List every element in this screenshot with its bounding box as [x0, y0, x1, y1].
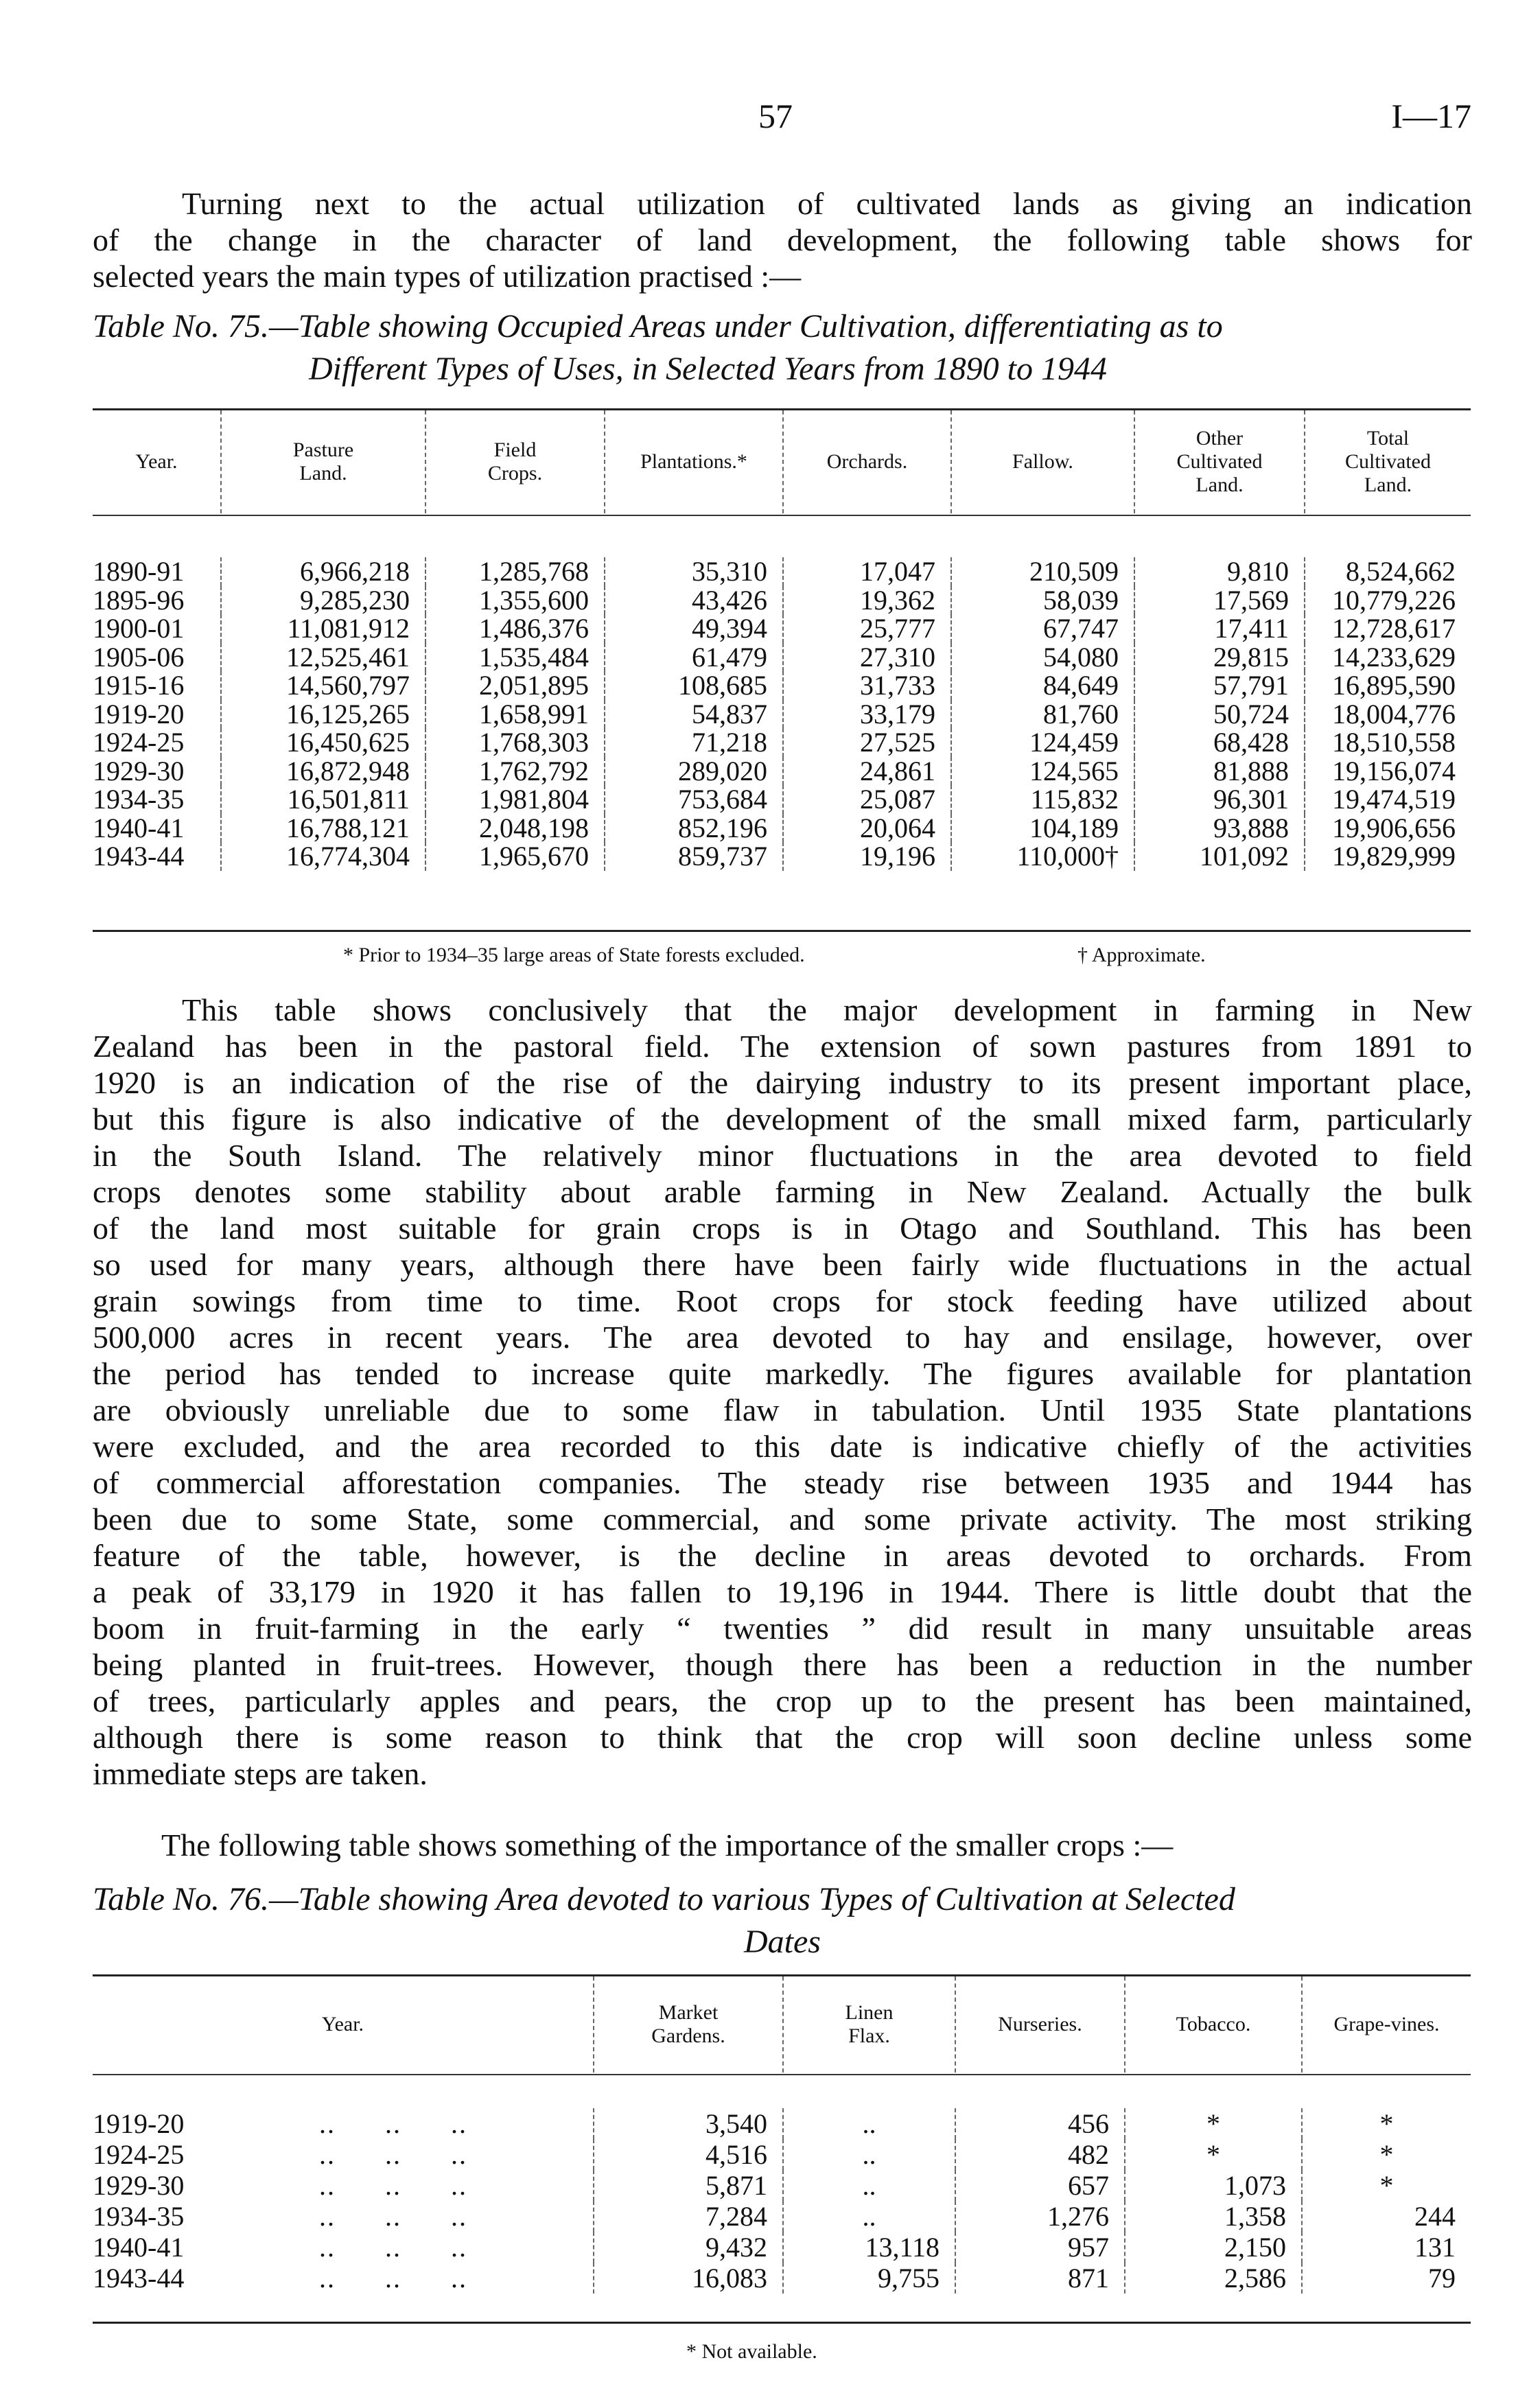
table-cell: 11,081,912	[220, 614, 425, 643]
body-line: of trees, particularly apples and pears, the crop up to the present has been maintained,	[93, 1683, 1472, 1718]
table-cell: 14,233,629	[1304, 643, 1471, 672]
body-line: of commercial afforestation companies. The steady rise between 1935 and 1944 has	[93, 1465, 1472, 1500]
leader-dots: .. .. ..	[319, 2232, 467, 2263]
table-cell: 2,051,895	[425, 671, 604, 700]
table-cell: 1,073	[1124, 2170, 1301, 2201]
row-year: 1905-06	[93, 641, 185, 673]
intro-line: selected years the main types of utilization practised :—	[93, 259, 802, 294]
caption-line: Dates	[744, 1924, 821, 1960]
column-header: Nurseries.	[955, 1976, 1124, 2073]
table-cell: 124,459	[950, 728, 1134, 757]
body-line: of the land most suitable for grain crops is in Otago and Southland. This has been	[93, 1211, 1472, 1246]
leader-dots: .. .. ..	[319, 2139, 467, 2170]
table-75-footnote: * Prior to 1934–35 large areas of State forests excluded.	[343, 944, 805, 966]
row-year: 1929-30	[93, 755, 185, 786]
table-76-footnote: * Not available.	[686, 2340, 817, 2363]
row-year	[93, 2201, 593, 2232]
table-cell: ..	[782, 2201, 955, 2232]
table-cell: 68,428	[1134, 728, 1304, 757]
body-line: but this figure is also indicative of the development of the small mixed farm, particularly	[93, 1101, 1472, 1136]
table-cell: 79	[1301, 2263, 1471, 2294]
body-line: although there is some reason to think that the crop will soon decline unless some	[93, 1720, 1472, 1755]
leader-dots: .. .. ..	[319, 2201, 467, 2232]
table-cell: 8,524,662	[1304, 557, 1471, 586]
table-cell: 16,501,811	[220, 785, 425, 814]
row-year-label: 1943-44	[93, 2263, 185, 2294]
table-cell: 16,083	[593, 2263, 782, 2294]
table-cell: 9,755	[782, 2263, 955, 2294]
table-cell: 17,411	[1134, 614, 1304, 643]
table-cell: 19,829,999	[1304, 842, 1471, 871]
row-year	[93, 2263, 593, 2294]
intro-line: of the change in the character of land development, the following table shows for	[93, 222, 1472, 257]
table-cell: 57,791	[1134, 671, 1304, 700]
table-cell: 1,486,376	[425, 614, 604, 643]
table-75-bottom-rule	[93, 930, 1471, 932]
table-cell: 96,301	[1134, 785, 1304, 814]
column-header: Linen Flax.	[782, 1976, 955, 2073]
table-cell: 1,285,768	[425, 557, 604, 586]
table-cell: 7,284	[593, 2201, 782, 2232]
column-header: Year.	[135, 450, 178, 473]
table-cell: 18,004,776	[1304, 700, 1471, 729]
table-cell: *	[1301, 2170, 1471, 2201]
table-cell: 12,525,461	[220, 643, 425, 672]
table-cell: 33,179	[782, 700, 950, 729]
page-reference: I—17	[1391, 97, 1471, 135]
table-cell: 859,737	[604, 842, 782, 871]
column-header: Other Cultivated Land.	[1134, 410, 1304, 513]
leader-dots: .. .. ..	[319, 2170, 467, 2201]
table-cell: 81,760	[950, 700, 1134, 729]
table-cell: 2,150	[1124, 2232, 1301, 2263]
table-cell: 9,432	[593, 2232, 782, 2263]
table-cell: 104,189	[950, 814, 1134, 843]
table-cell: 753,684	[604, 785, 782, 814]
table-cell: 49,394	[604, 614, 782, 643]
table-cell: 67,747	[950, 614, 1134, 643]
body-line: 500,000 acres in recent years. The area devoted to hay and ensilage, however, over	[93, 1320, 1472, 1355]
table-cell: 115,832	[950, 785, 1134, 814]
body-line: being planted in fruit-trees. However, though there has been a reduction in the number	[93, 1647, 1472, 1682]
body-line: grain sowings from time to time. Root crops for stock feeding have utilized about	[93, 1283, 1472, 1318]
body-line: This table shows conclusively that the major development in farming in New	[182, 992, 1472, 1027]
table-cell: 19,156,074	[1304, 757, 1471, 786]
table-cell: 101,092	[1134, 842, 1304, 871]
body-line: been due to some State, some commercial, and some private activity. The most striking	[93, 1502, 1472, 1537]
table-cell: 93,888	[1134, 814, 1304, 843]
table-cell: *	[1301, 2108, 1471, 2139]
table-cell: 29,815	[1134, 643, 1304, 672]
table-cell: ..	[782, 2139, 955, 2170]
row-year: 1934-35	[93, 784, 185, 815]
table-cell: 13,118	[782, 2232, 955, 2263]
table-cell: 19,362	[782, 586, 950, 615]
table-cell: *	[1124, 2108, 1301, 2139]
table-cell: 289,020	[604, 757, 782, 786]
row-year	[93, 2139, 593, 2170]
table-cell: 43,426	[604, 586, 782, 615]
table-cell: 27,525	[782, 728, 950, 757]
column-header: Tobacco.	[1124, 1976, 1301, 2073]
table-cell: 35,310	[604, 557, 782, 586]
lead-line: The following table shows something of the importance of the smaller crops :—	[161, 1828, 1174, 1863]
row-year: 1924-25	[93, 727, 185, 758]
body-line: crops denotes some stability about arable farming in New Zealand. Actually the bulk	[93, 1174, 1472, 1209]
table-cell: 16,872,948	[220, 757, 425, 786]
column-header: Total Cultivated Land.	[1304, 410, 1471, 513]
column-header: Market Gardens.	[593, 1976, 782, 2073]
table-cell: 1,355,600	[425, 586, 604, 615]
table-cell: 5,871	[593, 2170, 782, 2201]
page-number: 57	[758, 97, 793, 135]
row-year: 1895-96	[93, 584, 185, 616]
table-cell: 9,285,230	[220, 586, 425, 615]
table-cell: *	[1124, 2139, 1301, 2170]
body-line: Zealand has been in the pastoral field. The extension of sown pastures from 1891 to	[93, 1029, 1472, 1064]
row-year-label: 1924-25	[93, 2139, 185, 2170]
table-cell: 482	[955, 2139, 1124, 2170]
body-line: so used for many years, although there have been fairly wide fluctuations in the actual	[93, 1247, 1472, 1282]
table-cell: 31,733	[782, 671, 950, 700]
table-cell: 1,981,804	[425, 785, 604, 814]
table-cell: 54,837	[604, 700, 782, 729]
table-cell: 81,888	[1134, 757, 1304, 786]
table-cell: 1,965,670	[425, 842, 604, 871]
table-cell: 16,788,121	[220, 814, 425, 843]
table-cell: 2,048,198	[425, 814, 604, 843]
table-cell: 16,895,590	[1304, 671, 1471, 700]
table-cell: 16,450,625	[220, 728, 425, 757]
row-year: 1919-20	[93, 698, 185, 730]
table-cell: 244	[1301, 2201, 1471, 2232]
body-line: are obviously unreliable due to some flaw in tabulation. Until 1935 State plantations	[93, 1392, 1472, 1427]
column-header: Grape-vines.	[1301, 1976, 1471, 2073]
table-cell: 657	[955, 2170, 1124, 2201]
table-cell: 6,966,218	[220, 557, 425, 586]
body-line: the period has tended to increase quite markedly. The figures available for plantation	[93, 1356, 1472, 1391]
body-line: were excluded, and the area recorded to this date is indicative chiefly of the activities	[93, 1429, 1472, 1464]
table-cell: 19,196	[782, 842, 950, 871]
table-cell: 110,000†	[950, 842, 1134, 871]
table-76-bottom-rule	[93, 2322, 1471, 2324]
table-cell: 456	[955, 2108, 1124, 2139]
caption-line: Table No. 75.—Table showing Occupied Areas under Cultivation, differentiating as to	[93, 308, 1223, 345]
column-header: Field Crops.	[425, 410, 604, 513]
table-cell: 20,064	[782, 814, 950, 843]
table-75-caption	[93, 305, 1472, 390]
table-cell: 25,087	[782, 785, 950, 814]
table-cell: 54,080	[950, 643, 1134, 672]
row-year	[93, 2232, 593, 2263]
table-cell: 871	[955, 2263, 1124, 2294]
column-header: Fallow.	[950, 410, 1134, 513]
table-cell: 3,540	[593, 2108, 782, 2139]
body-line: boom in fruit-farming in the early “ twenties ” did result in many unsuitable areas	[93, 1611, 1472, 1646]
table-cell: 25,777	[782, 614, 950, 643]
table-cell: 1,358	[1124, 2201, 1301, 2232]
table-cell: 17,047	[782, 557, 950, 586]
caption-line: Different Types of Uses, in Selected Years from 1890 to 1944	[309, 351, 1108, 387]
table-cell: 1,762,792	[425, 757, 604, 786]
table-cell: 124,565	[950, 757, 1134, 786]
table-cell: 61,479	[604, 643, 782, 672]
table-cell: 18,510,558	[1304, 728, 1471, 757]
intro-line: Turning next to the actual utilization of cultivated lands as giving an indication	[182, 186, 1472, 221]
table-cell: 957	[955, 2232, 1124, 2263]
row-year-label: 1919-20	[93, 2108, 185, 2139]
table-cell: 108,685	[604, 671, 782, 700]
table-cell: 14,560,797	[220, 671, 425, 700]
table-cell: 852,196	[604, 814, 782, 843]
table-cell: 1,535,484	[425, 643, 604, 672]
leader-dots: .. .. ..	[319, 2108, 467, 2139]
table-75-header	[93, 410, 1471, 513]
table-cell: 16,125,265	[220, 700, 425, 729]
table-cell: 24,861	[782, 757, 950, 786]
table-cell: ..	[782, 2108, 955, 2139]
table-cell: 10,779,226	[1304, 586, 1471, 615]
table-76-header	[93, 1976, 1471, 2073]
table-cell: 9,810	[1134, 557, 1304, 586]
table-cell: ..	[782, 2170, 955, 2201]
column-header: Pasture Land.	[220, 410, 425, 513]
row-year: 1915-16	[93, 670, 185, 701]
table-cell: 58,039	[950, 586, 1134, 615]
table-cell: 27,310	[782, 643, 950, 672]
column-header: Year.	[321, 2013, 364, 2035]
body-line: feature of the table, however, is the decline in areas devoted to orchards. From	[93, 1538, 1472, 1573]
row-year	[93, 2108, 593, 2139]
table-cell: 1,658,991	[425, 700, 604, 729]
row-year	[93, 2170, 593, 2201]
table-cell: 84,649	[950, 671, 1134, 700]
body-line: 1920 is an indication of the rise of the dairying industry to its present important place,	[93, 1065, 1472, 1100]
table-cell: 210,509	[950, 557, 1134, 586]
intro-paragraph	[93, 185, 1472, 294]
table-cell: 1,768,303	[425, 728, 604, 757]
table-76-body	[93, 2075, 1471, 2338]
table-cell: *	[1301, 2139, 1471, 2170]
column-header: Orchards.	[782, 410, 950, 513]
column-header: Plantations.*	[604, 410, 782, 513]
table-cell: 12,728,617	[1304, 614, 1471, 643]
body-paragraph	[93, 992, 1472, 1792]
table-cell: 17,569	[1134, 586, 1304, 615]
row-year-label: 1940-41	[93, 2232, 185, 2263]
table-cell: 71,218	[604, 728, 782, 757]
table-75-footnote-approx: † Approximate.	[1077, 944, 1206, 966]
leader-dots: .. .. ..	[319, 2263, 467, 2294]
row-year: 1900-01	[93, 613, 185, 644]
table-cell: 50,724	[1134, 700, 1304, 729]
row-year: 1940-41	[93, 812, 185, 843]
body-line: a peak of 33,179 in 1920 it has fallen to 19,196 in 1944. There is little doubt that the	[93, 1574, 1472, 1609]
table-cell: 4,516	[593, 2139, 782, 2170]
table-75-body	[93, 516, 1471, 912]
table-cell: 1,276	[955, 2201, 1124, 2232]
table-cell: 131	[1301, 2232, 1471, 2263]
table-cell: 19,906,656	[1304, 814, 1471, 843]
table-cell: 19,474,519	[1304, 785, 1471, 814]
body-line: immediate steps are taken.	[93, 1756, 428, 1791]
row-year-label: 1929-30	[93, 2170, 185, 2201]
caption-line: Table No. 76.—Table showing Area devoted to various Types of Cultivation at Selected	[93, 1881, 1235, 1917]
row-year-label: 1934-35	[93, 2201, 185, 2232]
row-year: 1890-91	[93, 556, 185, 587]
table-cell: 2,586	[1124, 2263, 1301, 2294]
table-76-lead	[93, 1827, 1472, 1863]
row-year: 1943-44	[93, 841, 185, 872]
body-line: in the South Island. The relatively minor fluctuations in the area devoted to field	[93, 1138, 1472, 1173]
table-cell: 16,774,304	[220, 842, 425, 871]
table-76-caption	[93, 1878, 1472, 1963]
